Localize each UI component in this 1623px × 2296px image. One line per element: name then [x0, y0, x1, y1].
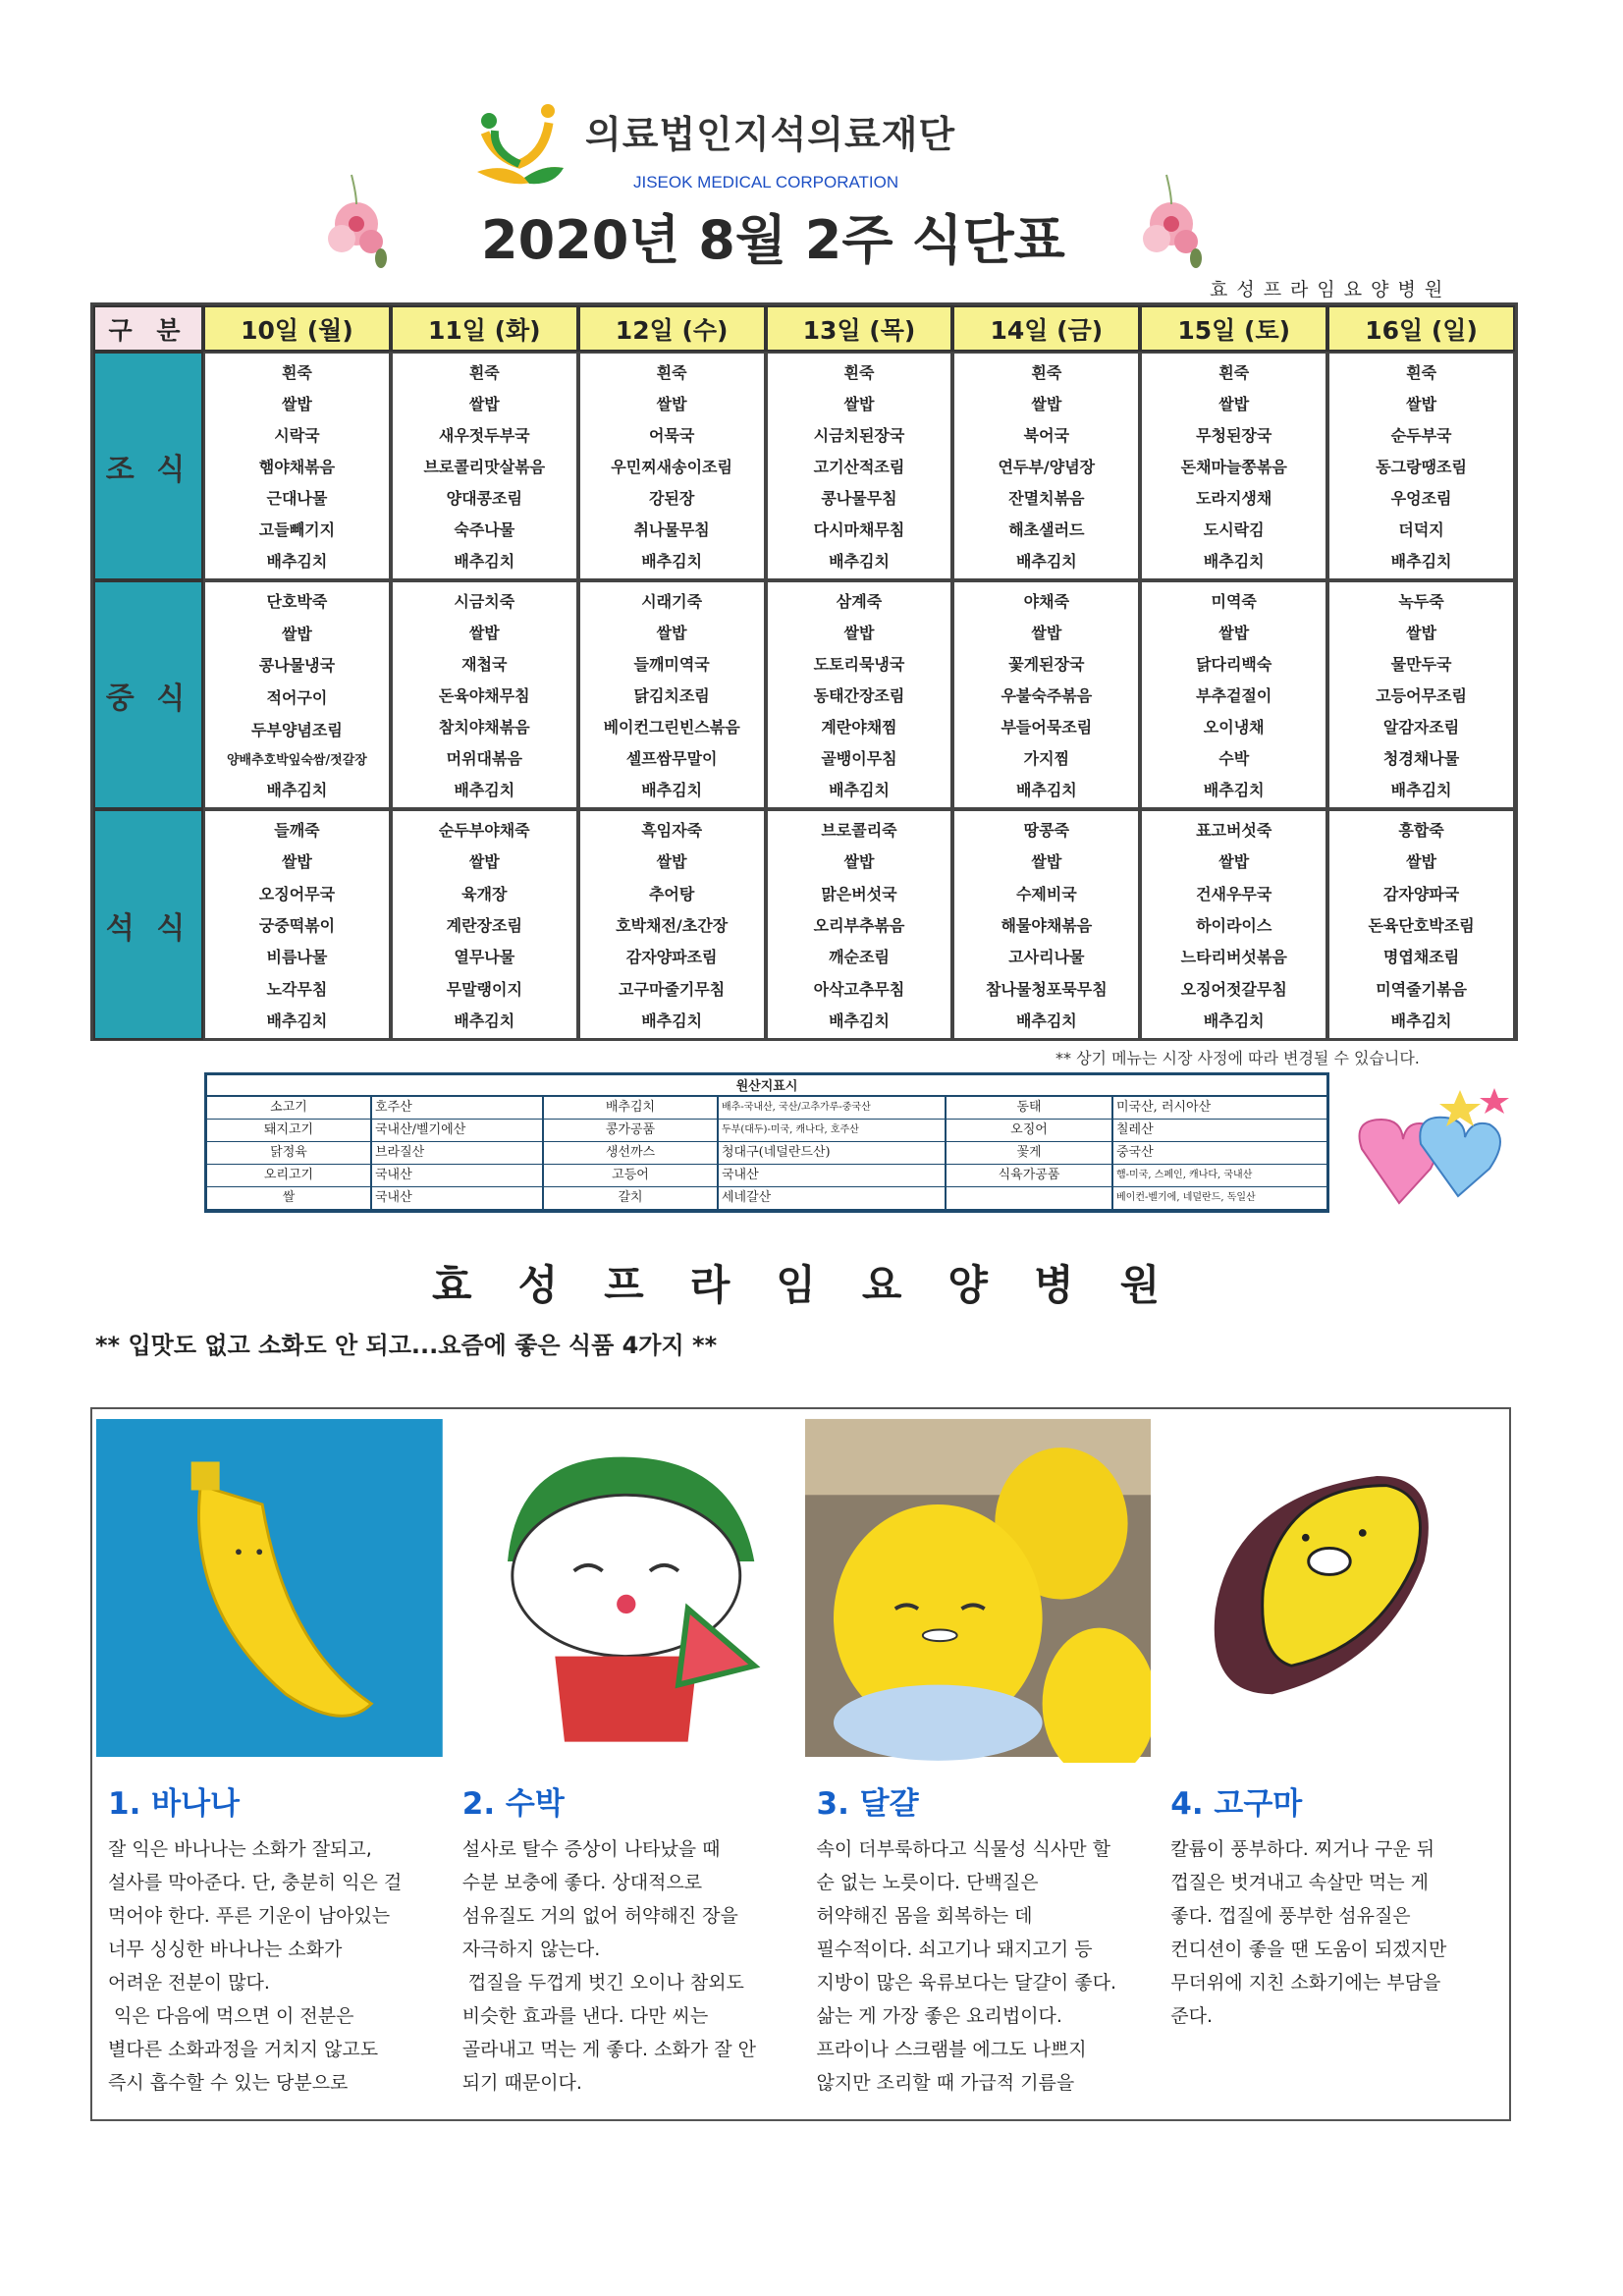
menu-item: 건새우무국	[1196, 884, 1272, 903]
menu-item: 해초샐러드	[1008, 520, 1085, 540]
egg-character-image	[805, 1413, 1152, 1763]
menu-item: 흑임자죽	[641, 820, 703, 840]
menu-item: 추어탕	[648, 884, 695, 903]
meal-cell	[578, 352, 766, 580]
text-line: 수분 보충에 좋다. 상대적으로	[461, 1872, 703, 1893]
menu-corner-header: 구 분	[93, 305, 203, 352]
menu-item: 순두부야채죽	[438, 820, 530, 840]
meal-cell	[1140, 352, 1327, 580]
origin-item: 생선까스	[544, 1142, 719, 1165]
food-card-banana	[92, 1409, 447, 2119]
menu-item: 쌀밥	[1218, 852, 1250, 872]
menu-item: 시래기죽	[641, 591, 703, 611]
jiseok-logo-icon	[475, 103, 566, 186]
meal-cell	[391, 352, 578, 580]
menu-item: 쌀밥	[843, 394, 875, 413]
menu-item: 쌀밥	[281, 624, 312, 643]
menu-item: 호박채전/초간장	[616, 915, 729, 935]
menu-item: 삼계죽	[836, 591, 883, 611]
text-line: 어려운 전분이 많다.	[108, 1972, 270, 1994]
menu-item: 돈육단호박조림	[1368, 915, 1475, 935]
meal-cell	[203, 580, 391, 809]
origin-item: 배추김치	[544, 1097, 719, 1120]
meal-cell	[766, 580, 953, 809]
menu-item: 브로콜리맛살볶음	[423, 457, 546, 476]
menu-item: 북어국	[1023, 425, 1070, 445]
menu-item: 배추김치	[1015, 1011, 1077, 1031]
origin-country: 국내산	[719, 1165, 947, 1187]
origin-item: 고등어	[544, 1165, 719, 1187]
origin-item: 오징어	[947, 1120, 1113, 1142]
origin-row	[207, 1120, 1326, 1142]
food-title: 4. 고구마	[1170, 1786, 1303, 1822]
menu-item: 브로콜리죽	[821, 820, 897, 840]
meal-cell	[766, 809, 953, 1040]
menu-item: 강된장	[648, 489, 695, 509]
origin-country: 세네갈산	[719, 1187, 947, 1210]
flower-decoration-icon	[312, 165, 406, 273]
menu-item: 땅콩죽	[1023, 820, 1070, 840]
text-line: 삶는 게 가장 좋은 요리법이다.	[816, 2005, 1062, 2027]
meal-cell	[952, 809, 1140, 1040]
menu-item: 녹두죽	[1398, 591, 1444, 611]
menu-item: 배추김치	[266, 781, 328, 800]
menu-item: 쌀밥	[656, 852, 687, 872]
menu-item: 표고버섯죽	[1196, 820, 1272, 840]
origin-country: 베이컨-벨기에, 네덜란드, 독일산	[1113, 1187, 1326, 1210]
origin-country: 햄-미국, 스페인, 캐나다, 국내산	[1113, 1165, 1326, 1187]
origin-country: 호주산	[372, 1097, 544, 1120]
menu-note: ** 상기 메뉴는 시장 사정에 따라 변경될 수 있습니다.	[1055, 1049, 1420, 1067]
menu-item: 쌀밥	[843, 852, 875, 872]
menu-item: 명엽채조림	[1382, 948, 1460, 967]
origin-country: 배추-국내산, 국산/고추가루-중국산	[719, 1097, 947, 1120]
food-desc	[462, 1832, 787, 2100]
menu-item: 쌀밥	[281, 394, 312, 413]
menu-item: 배추김치	[829, 552, 890, 572]
menu-item: 도시락김	[1203, 520, 1265, 540]
menu-item: 배추김치	[454, 1011, 515, 1031]
text-line: 즉시 흡수할 수 있는 당분으로	[108, 2072, 349, 2094]
origin-item: 오리고기	[207, 1165, 372, 1187]
food-card-watermelon	[447, 1409, 801, 2119]
menu-item: 흰죽	[843, 362, 875, 382]
origin-item: 소고기	[207, 1097, 372, 1120]
menu-item: 수제비국	[1015, 884, 1077, 903]
origin-row	[207, 1187, 1326, 1210]
menu-item: 셀프쌈무말이	[625, 749, 718, 769]
menu-item: 흰죽	[1031, 362, 1062, 382]
menu-item: 육개장	[461, 884, 508, 903]
menu-item: 오리부추볶음	[813, 915, 905, 935]
menu-item: 느타리버섯볶음	[1180, 948, 1287, 967]
menu-item: 순두부국	[1390, 425, 1452, 445]
text-line: 순 없는 노릇이다. 단백질은	[816, 1872, 1039, 1893]
menu-item: 우민찌새송이조림	[611, 457, 732, 476]
menu-item: 배추김치	[1015, 781, 1077, 800]
menu-item: 배추김치	[829, 781, 890, 800]
day-header: 14일 (금)	[952, 305, 1140, 352]
hearts-decoration-icon	[1342, 1080, 1521, 1216]
menu-item: 시락국	[274, 425, 320, 445]
menu-item: 계란야채찜	[821, 718, 897, 738]
menu-item: 머위대볶음	[446, 749, 522, 769]
origin-row	[207, 1097, 1326, 1120]
menu-item: 쌀밥	[1031, 852, 1062, 872]
origin-row	[207, 1142, 1326, 1165]
origin-country: 국내산	[372, 1165, 544, 1187]
meal-cell	[1327, 809, 1515, 1040]
flower-decoration-icon	[1127, 165, 1220, 273]
meal-label: 석 식	[93, 809, 203, 1040]
menu-item: 쌀밥	[1218, 394, 1250, 413]
text-line: 칼륨이 풍부하다. 찌거나 구운 뒤	[1170, 1838, 1435, 1860]
menu-item: 무말랭이지	[446, 979, 522, 999]
menu-item: 취나물무침	[633, 520, 710, 540]
meal-cell	[578, 809, 766, 1040]
text-line: 준다.	[1170, 2005, 1213, 2027]
menu-item: 흰죽	[281, 362, 312, 382]
text-line: 프라이나 스크램블 에그도 나쁘지	[816, 2039, 1087, 2060]
text-line: 되기 때문이다.	[461, 2072, 582, 2094]
meal-menu-table	[90, 302, 1518, 1041]
menu-item: 배추김치	[641, 781, 703, 800]
menu-item: 배추김치	[1390, 781, 1452, 800]
origin-country: 국내산/벨기에산	[372, 1120, 544, 1142]
menu-item: 시금치된장국	[813, 425, 905, 445]
menu-item: 새우젓두부국	[438, 425, 530, 445]
menu-item: 아삭고추무침	[813, 979, 905, 999]
menu-item: 쌀밥	[656, 394, 687, 413]
meal-label: 조 식	[93, 352, 203, 580]
menu-item: 미역줄기볶음	[1376, 979, 1467, 999]
menu-item: 배추김치	[266, 1011, 328, 1031]
menu-item: 청경채나물	[1382, 749, 1460, 769]
menu-item: 시금치죽	[454, 591, 515, 611]
text-line: 잘 익은 바나나는 소화가 잘되고,	[108, 1838, 372, 1860]
food-card-egg	[801, 1409, 1156, 2119]
text-line: 골라내고 먹는 게 좋다. 소화가 잘 안	[461, 2039, 756, 2060]
menu-item: 근대나물	[266, 489, 328, 509]
food-desc	[108, 1832, 433, 2100]
menu-item: 고구마줄기무침	[619, 979, 726, 999]
text-line: 섬유질도 거의 없어 허약해진 장을	[461, 1905, 738, 1927]
menu-item: 닭다리백숙	[1196, 654, 1272, 674]
menu-item: 참나물청포묵무침	[986, 979, 1108, 999]
menu-item: 햄야채볶음	[258, 457, 336, 476]
foods-subtitle: ** 입맛도 없고 소화도 안 되고...요즘에 좋은 식품 4가지 **	[95, 1332, 718, 1359]
menu-item: 재첩국	[461, 654, 508, 674]
menu-item: 가지찜	[1023, 749, 1070, 769]
menu-item: 쌀밥	[1031, 394, 1062, 413]
menu-item: 흰죽	[468, 362, 500, 382]
menu-item: 하이라이스	[1196, 915, 1272, 935]
menu-item: 쌀밥	[1406, 623, 1437, 642]
origin-country: 청대구(네덜란드산)	[719, 1142, 947, 1165]
day-header: 12일 (수)	[578, 305, 766, 352]
origin-item: 식육가공품	[947, 1165, 1113, 1187]
menu-item: 해물야채볶음	[1001, 915, 1093, 935]
food-desc	[1170, 1832, 1495, 2033]
meal-cell	[578, 580, 766, 809]
food-title: 2. 수박	[461, 1786, 565, 1822]
hospital-name: 효성프라임요양병원	[1210, 279, 1452, 301]
origin-country: 칠레산	[1113, 1120, 1326, 1142]
menu-item: 들깨미역국	[633, 654, 710, 674]
menu-item: 야채죽	[1023, 591, 1070, 611]
text-line: 껍질은 벗겨내고 속살만 먹는 게	[1170, 1872, 1430, 1893]
menu-item: 배추김치	[641, 552, 703, 572]
menu-item: 더덕지	[1398, 520, 1444, 540]
menu-item: 쌀밥	[1031, 623, 1062, 642]
menu-item: 깨순조림	[829, 948, 890, 967]
menu-item: 오이냉채	[1203, 718, 1265, 738]
menu-item: 배추김치	[1203, 781, 1265, 800]
meal-cell	[952, 352, 1140, 580]
org-english-name: JISEOK MEDICAL CORPORATION	[633, 173, 899, 191]
origin-item: 콩가공품	[544, 1120, 719, 1142]
foods-section	[90, 1407, 1511, 2121]
origin-item: 꽃게	[947, 1142, 1113, 1165]
origin-item: 동태	[947, 1097, 1113, 1120]
menu-item: 배추김치	[1203, 1011, 1265, 1031]
origin-table	[204, 1072, 1329, 1213]
menu-item: 배추김치	[829, 1011, 890, 1031]
org-name: 의료법인지석의료재단	[585, 113, 956, 156]
origin-item: 갈치	[544, 1187, 719, 1210]
meal-cell	[952, 580, 1140, 809]
day-header: 15일 (토)	[1140, 305, 1327, 352]
menu-item: 열무나물	[454, 948, 515, 967]
menu-item: 쌀밥	[281, 852, 312, 872]
menu-item: 부추겉절이	[1196, 685, 1272, 705]
hospital-name-large: 효성프라임요양병원	[432, 1261, 1207, 1309]
menu-item: 배추김치	[454, 552, 515, 572]
meal-cell	[1327, 580, 1515, 809]
origin-country: 국내산	[372, 1187, 544, 1210]
text-line: 속이 더부룩하다고 식물성 식사만 할	[816, 1838, 1110, 1860]
menu-item: 콩나물냉국	[258, 656, 336, 676]
menu-item: 쌀밥	[1406, 852, 1437, 872]
menu-item: 궁중떡볶이	[258, 915, 336, 935]
meal-cell	[1327, 352, 1515, 580]
day-header: 10일 (월)	[203, 305, 391, 352]
menu-item: 콩나물무침	[821, 489, 897, 509]
menu-item: 노각무침	[266, 979, 328, 999]
menu-item: 쌀밥	[1406, 394, 1437, 413]
menu-item: 들깨죽	[274, 820, 320, 840]
menu-item: 꽃게된장국	[1008, 654, 1085, 674]
origin-item	[947, 1187, 1113, 1210]
day-header: 11일 (화)	[391, 305, 578, 352]
menu-item: 배추김치	[1015, 552, 1077, 572]
menu-item: 배추김치	[454, 781, 515, 800]
text-line: 먹어야 한다. 푸른 기운이 남아있는	[108, 1905, 391, 1927]
menu-item: 동태간장조림	[813, 685, 905, 705]
meal-cell	[391, 809, 578, 1040]
origin-item: 돼지고기	[207, 1120, 372, 1142]
text-line: 자극하지 않는다.	[461, 1939, 601, 1960]
text-line: 껍질을 두껍게 벗긴 오이나 참외도	[461, 1972, 744, 1994]
menu-item: 양배추호박잎숙쌈/젓갈장	[226, 753, 367, 769]
origin-country: 브라질산	[372, 1142, 544, 1165]
origin-title: 원산지표시	[207, 1075, 1326, 1097]
text-line: 필수적이다. 쇠고기나 돼지고기 등	[816, 1939, 1093, 1960]
menu-item: 흰죽	[1406, 362, 1437, 382]
text-line: 허약해진 몸을 회복하는 데	[816, 1905, 1033, 1927]
menu-item: 배추김치	[1390, 1011, 1452, 1031]
menu-item: 양대콩조림	[446, 489, 522, 509]
day-header: 13일 (목)	[766, 305, 953, 352]
menu-item: 미역죽	[1211, 591, 1257, 611]
menu-item: 단호박죽	[266, 591, 328, 611]
menu-item: 연두부/양념장	[998, 457, 1096, 476]
meal-label: 중 식	[93, 580, 203, 809]
menu-item: 쌀밥	[1218, 623, 1250, 642]
menu-item: 흰죽	[1218, 362, 1250, 382]
sweet-potato-character-image	[1159, 1413, 1505, 1763]
menu-item: 알감자조림	[1382, 718, 1460, 738]
menu-item: 베이컨그린빈스볶음	[603, 718, 740, 738]
origin-country: 중국산	[1113, 1142, 1326, 1165]
menu-item: 흥합죽	[1398, 820, 1444, 840]
menu-item: 두부양념조림	[251, 720, 343, 739]
menu-item: 오징어무국	[258, 884, 336, 903]
menu-item: 고들빼기지	[258, 520, 336, 540]
food-title: 3. 달걀	[816, 1786, 919, 1822]
menu-item: 배추김치	[641, 1011, 703, 1031]
menu-item: 도라지생채	[1196, 489, 1272, 509]
watermelon-character-image	[451, 1413, 797, 1763]
menu-item: 배추김치	[1203, 552, 1265, 572]
food-title: 1. 바나나	[108, 1786, 240, 1822]
menu-item: 부들어묵조림	[1001, 718, 1093, 738]
text-line: 무더위에 지친 소화기에는 부담을	[1170, 1972, 1441, 1994]
menu-item: 잔멸치볶음	[1008, 489, 1085, 509]
banana-image	[96, 1413, 443, 1763]
menu-item: 돈채마늘쫑볶음	[1180, 457, 1287, 476]
meal-cell	[391, 580, 578, 809]
menu-item: 감자양파국	[1382, 884, 1460, 903]
meal-cell	[1140, 809, 1327, 1040]
origin-item: 닭정육	[207, 1142, 372, 1165]
menu-item: 쌀밥	[656, 623, 687, 642]
text-line: 너무 싱싱한 바나나는 소화가	[108, 1939, 343, 1960]
meal-cell	[203, 352, 391, 580]
menu-item: 적어구이	[266, 687, 328, 707]
text-line: 익은 다음에 먹으면 이 전분은	[108, 2005, 354, 2027]
meal-cell	[203, 809, 391, 1040]
menu-item: 배추김치	[266, 552, 328, 572]
meal-cell	[766, 352, 953, 580]
origin-country: 두부(대두)-미국, 캐나다, 호주산	[719, 1120, 947, 1142]
text-line: 지방이 많은 육류보다는 달걀이 좋다.	[816, 1972, 1117, 1994]
menu-item: 고사리나물	[1008, 948, 1085, 967]
text-line: 컨디션이 좋을 땐 도움이 되겠지만	[1170, 1939, 1447, 1960]
origin-item: 쌀	[207, 1187, 372, 1210]
text-line: 비슷한 효과를 낸다. 다만 씨는	[461, 2005, 709, 2027]
text-line: 별다른 소화과정을 거치지 않고도	[108, 2039, 379, 2060]
food-card-sweet-potato	[1155, 1409, 1509, 2119]
menu-item: 물만두국	[1390, 654, 1452, 674]
menu-item: 흰죽	[656, 362, 687, 382]
page-title: 2020년 8월 2주 식단표	[481, 209, 1065, 271]
text-line: 설사로 탈수 증상이 나타났을 때	[461, 1838, 721, 1860]
menu-item: 우불숙주볶음	[1001, 685, 1093, 705]
origin-row	[207, 1165, 1326, 1187]
menu-item: 비름나물	[266, 948, 328, 967]
menu-item: 동그랑땡조림	[1376, 457, 1467, 476]
menu-item: 쌀밥	[843, 623, 875, 642]
menu-item: 다시마채무침	[813, 520, 905, 540]
meal-cell	[1140, 580, 1327, 809]
menu-item: 도토리묵냉국	[813, 654, 905, 674]
origin-country: 미국산, 러시아산	[1113, 1097, 1326, 1120]
menu-item: 감자양파조림	[625, 948, 718, 967]
menu-item: 돈육야채무침	[438, 685, 530, 705]
menu-item: 고등어무조림	[1376, 685, 1467, 705]
menu-item: 고기산적조림	[813, 457, 905, 476]
text-line: 설사를 막아준다. 단, 충분히 익은 걸	[108, 1872, 403, 1893]
menu-item: 참치야채볶음	[438, 718, 530, 738]
food-desc	[817, 1832, 1142, 2100]
menu-item: 배추김치	[1390, 552, 1452, 572]
day-header: 16일 (일)	[1327, 305, 1515, 352]
menu-item: 맑은버섯국	[821, 884, 897, 903]
menu-item: 쌀밥	[468, 852, 500, 872]
menu-item: 쌀밥	[468, 394, 500, 413]
menu-item: 쌀밥	[468, 623, 500, 642]
menu-item: 수박	[1218, 749, 1250, 769]
menu-item: 숙주나물	[454, 520, 515, 540]
menu-item: 어묵국	[648, 425, 695, 445]
menu-item: 계란장조림	[446, 915, 522, 935]
text-line: 좋다. 껍질에 풍부한 섬유질은	[1170, 1905, 1411, 1927]
menu-item: 우엉조림	[1390, 489, 1452, 509]
menu-item: 닭김치조림	[633, 685, 710, 705]
text-line: 않지만 조리할 때 가급적 기름을	[816, 2072, 1075, 2094]
menu-item: 오징어젓갈무침	[1180, 979, 1287, 999]
menu-item: 무청된장국	[1196, 425, 1272, 445]
menu-item: 골뱅이무침	[821, 749, 897, 769]
